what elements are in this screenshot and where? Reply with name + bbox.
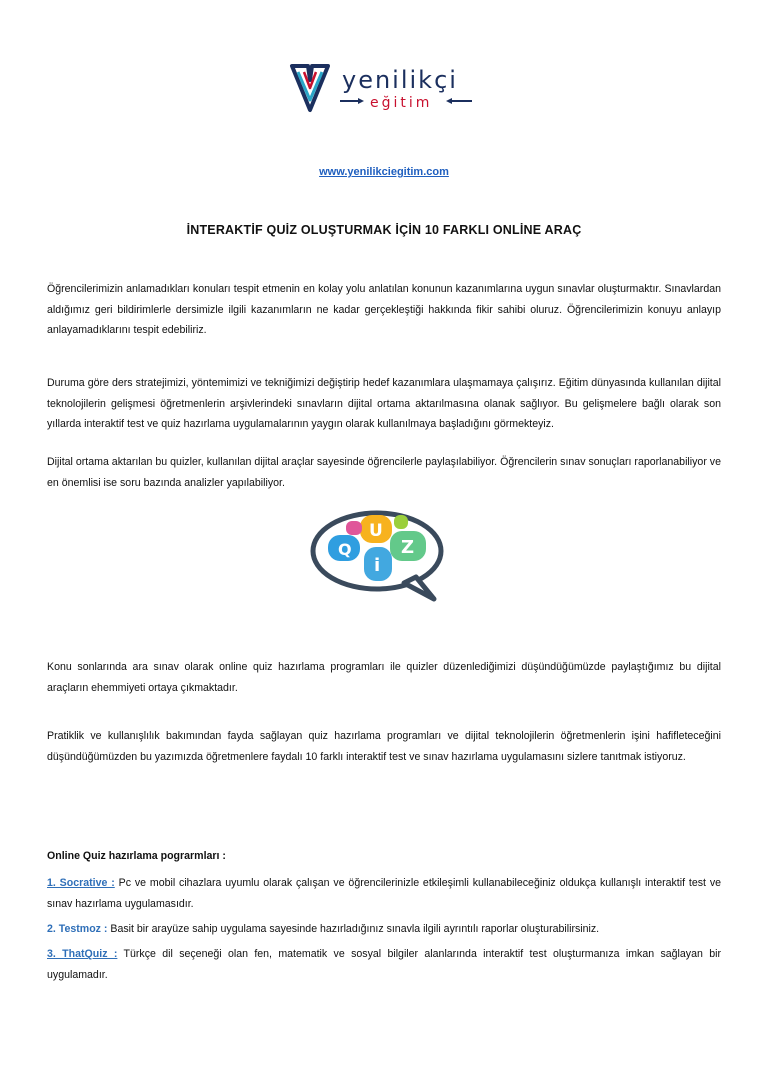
tool-item-socrative xyxy=(47,873,721,914)
website-link[interactable]: www.yenilikciegitim.com xyxy=(319,166,449,178)
tool-link-thatquiz[interactable]: 3. ThatQuiz : xyxy=(47,948,118,960)
paragraph-1: Öğrencilerimizin anlamadıkları konuları tespit etmenin en kolay yolu anlatılan konunun kazanımlarına uygun sınavlar oluşturmaktır. Sınavlardan aldığımız geri bildirimlerle dersimizle ilgili kazanımların ne kadar gerçekleştiği hakkında fikir sahibi oluruz. Öğrencilerimizin konuyu anlayıp anlayamadıklarını tespit edebiliriz. xyxy=(47,283,721,336)
tool-desc-thatquiz: Türkçe dil seçeneği olan fen, matematik ve sosyal bilgiler alanlarında interaktif test oluşturmanıza imkan sağlayan bir uygulamadır. xyxy=(47,948,721,981)
brand-bottom-text: eğitim xyxy=(370,95,433,111)
paragraph-4: Konu sonlarında ara sınav olarak online quiz hazırlama programları ile quizler düzenlediğimizi düşündüğümüzde paylaştığımız bu dijital araçların ehemmiyeti ortaya çıkmaktadır. xyxy=(47,661,721,694)
tool-link-socrative[interactable]: 1. Socrative : xyxy=(47,877,115,889)
paragraph-2: Duruma göre ders stratejimizi, yöntemimizi ve tekniğimizi değiştirip hedef kazanımlara ulaşmamaya çalışırız. Eğitim dünyasında kullanılan dijital teknolojilerin gelişmesi öğretmenlerin arşivlerindeki sınavların dijital ortama aktarılmasına olanak sağlıyor. Bu gelişmelere bağlı olarak son yıllarda interaktif test ve quiz hazırlama uygulamalarının yaygın olarak kullanılmaya başladığını görmekteyiz. xyxy=(47,377,721,430)
section-heading: Online Quiz hazırlama pograrmları : xyxy=(47,850,226,862)
paragraph-5: Pratiklik ve kullanışlılık bakımından fayda sağlayan quiz hazırlama programları ve dijital teknolojilerin öğretmenlerin işini hafifleteceğini düşündüğümüzden bu yazımızda öğretmenlere faydalı 10 farklı interaktif test ve sınav hazırlama uygulamasını sizlere tanıtmak istiyoruz. xyxy=(47,730,721,763)
tool-item-thatquiz xyxy=(47,944,721,985)
letter-q: Q xyxy=(338,540,352,559)
letter-u: U xyxy=(369,521,383,541)
brand-top-text: yenilikçi xyxy=(342,66,458,94)
tool-desc-testmoz: Basit bir arayüze sahip uygulama sayesinde hazırladığınız sınavla ilgili ayrıntılı raporlar oluşturabilirsiniz. xyxy=(110,923,600,935)
quiz-illustration xyxy=(308,507,446,603)
page-title: İNTERAKTİF QUİZ OLUŞTURMAK İÇİN 10 FARKLI ONLİNE ARAÇ xyxy=(186,223,582,237)
letter-z: Z xyxy=(401,537,415,558)
letter-i: i xyxy=(374,555,381,576)
tool-desc-socrative: Pc ve mobil cihazlara uyumlu olarak çalışan ve öğrencilerinizle etkileşimli kullanabileceğiniz oldukça kullanışlı interaktif test ve sınav hazırlama uygulamasıdır. xyxy=(47,877,722,910)
tool-link-testmoz[interactable]: 2. Testmoz : xyxy=(47,923,108,935)
brand-logo xyxy=(288,58,488,118)
paragraph-3: Dijital ortama aktarılan bu quizler, kullanılan dijital araçlar sayesinde öğrencilerle paylaşılabiliyor. Öğrencilerin sınav sonuçları raporlanabiliyor ve en önemlisi ise soru bazında analizler yapılabiliyor. xyxy=(47,456,721,489)
tool-item-testmoz xyxy=(47,919,721,940)
